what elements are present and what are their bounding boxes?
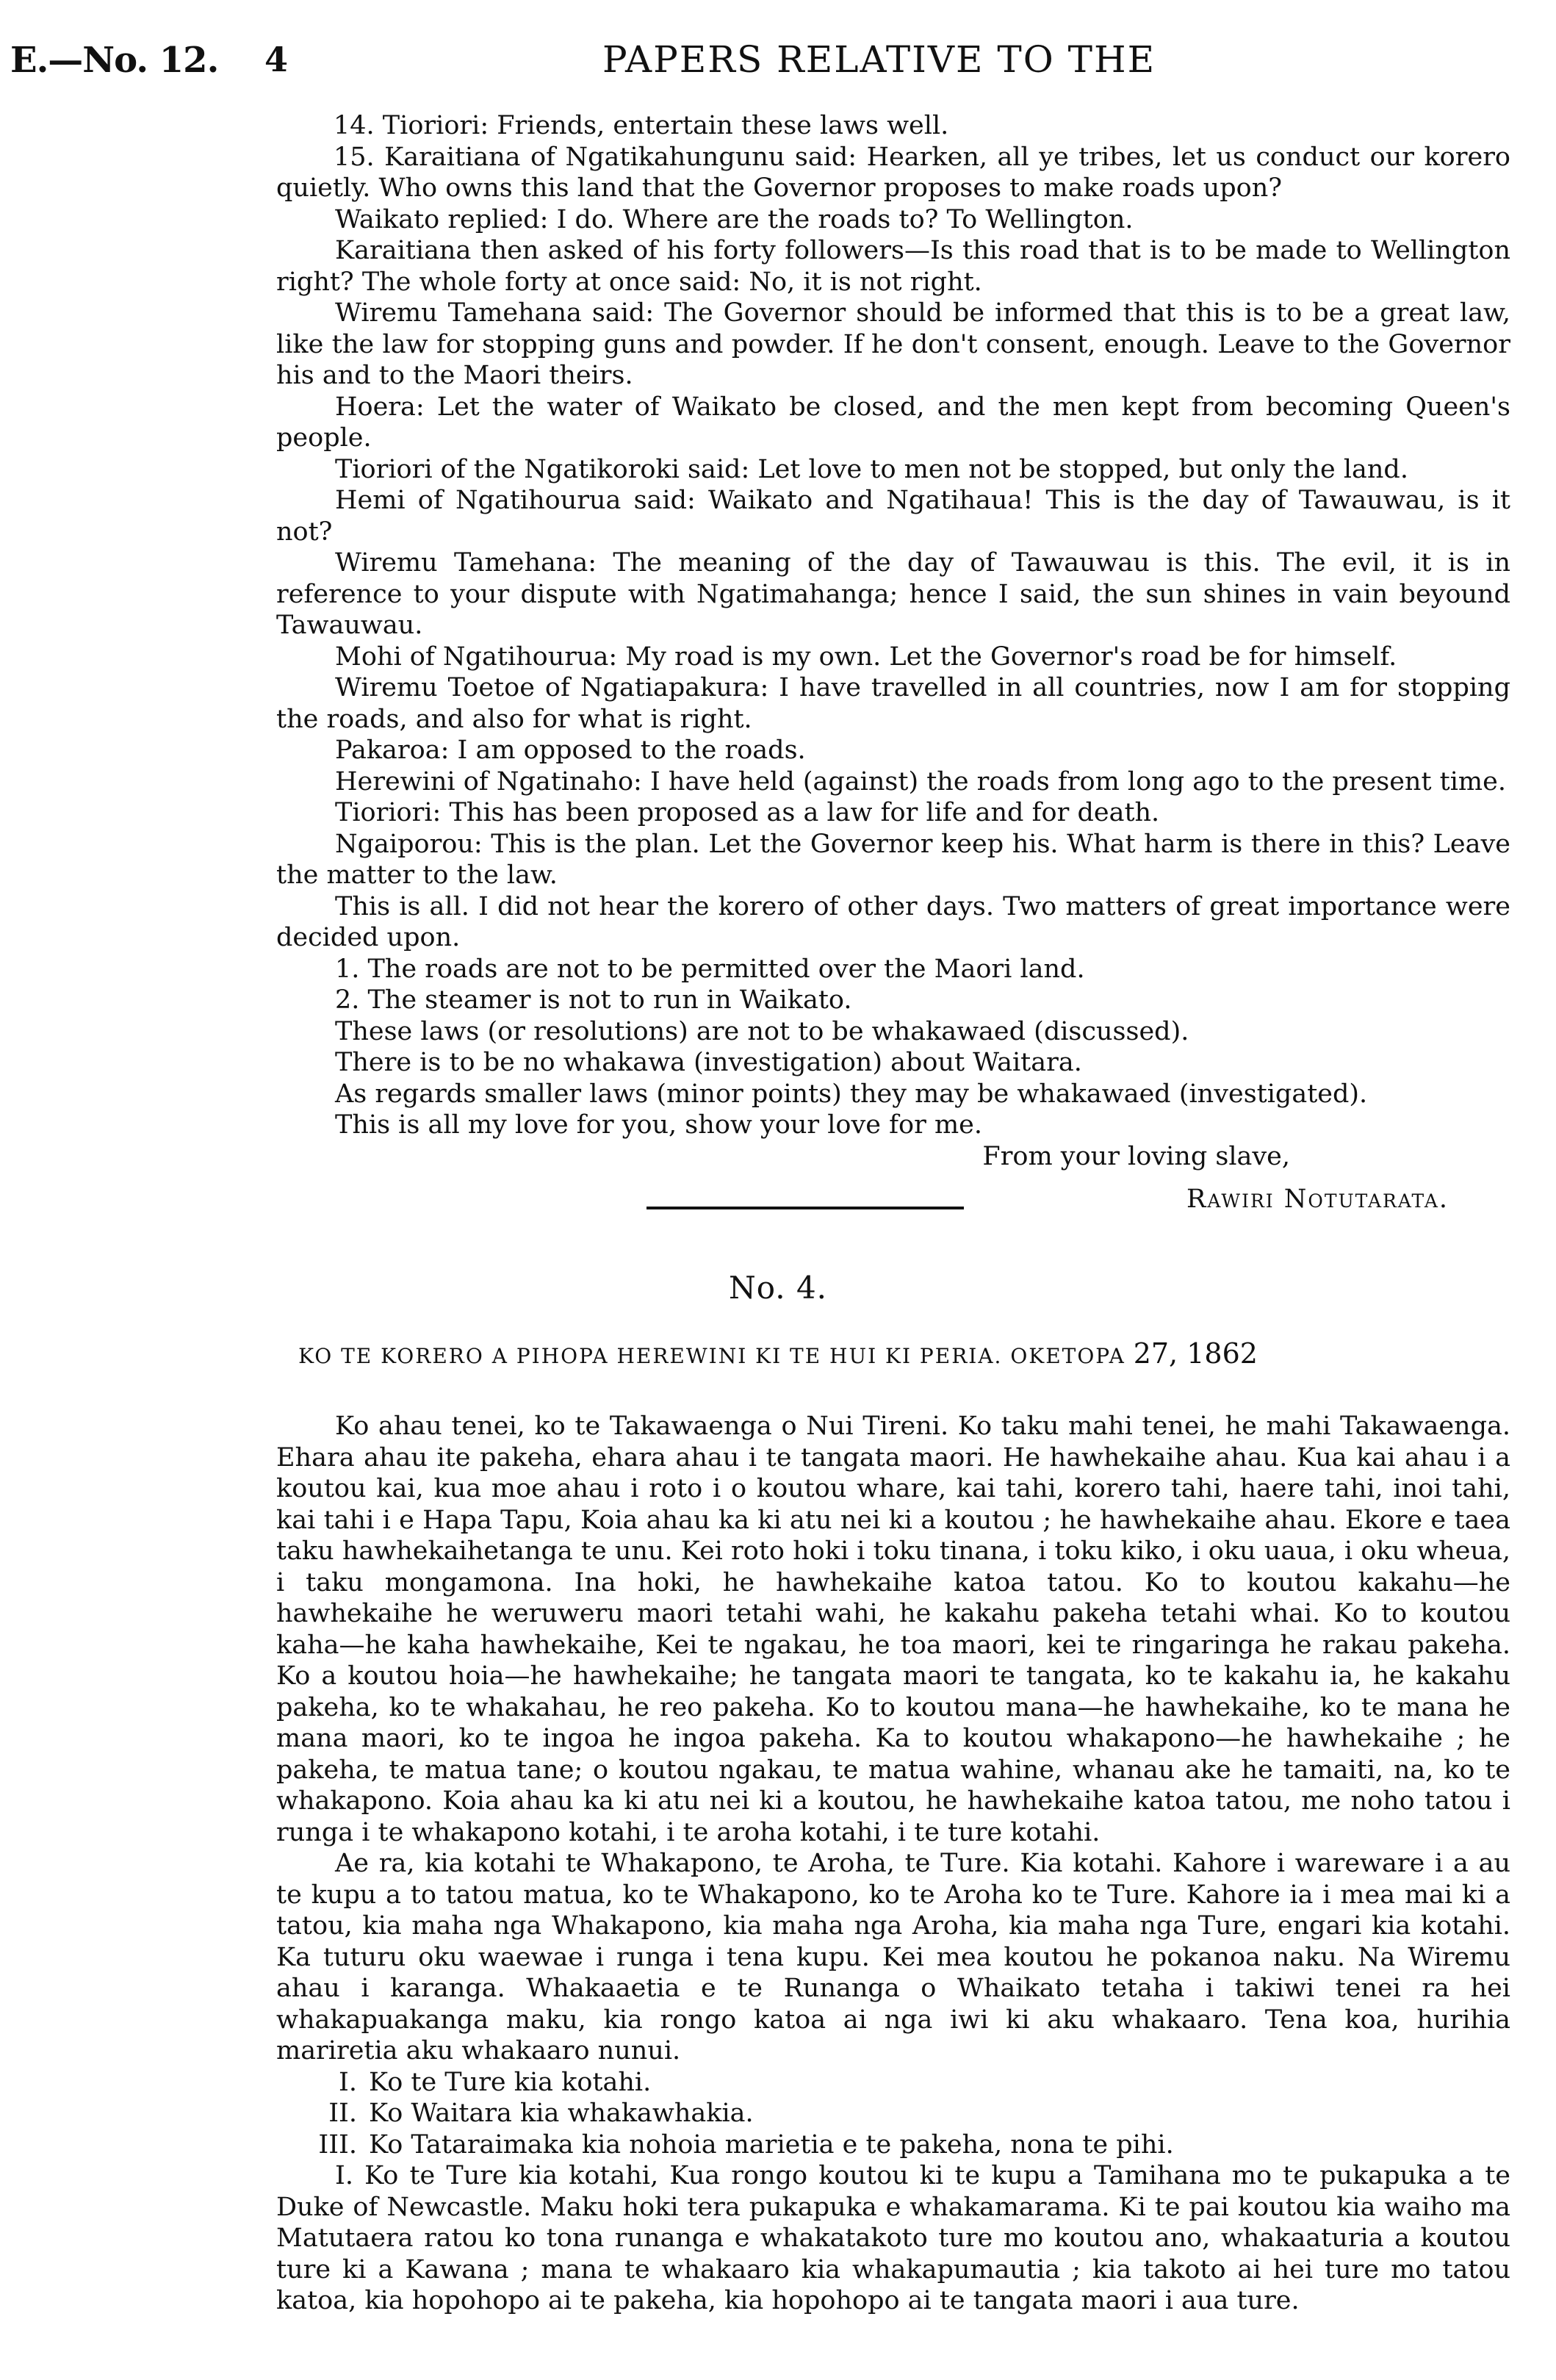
list-item: This is all my love for you, show your love for me. (335, 1110, 982, 1140)
page-header (0, 35, 1556, 87)
list-item: 2. The steamer is not to run in Waikato. (335, 985, 852, 1015)
roman-list-item (276, 2129, 1510, 2161)
roman-numeral: III. (318, 2129, 357, 2160)
paragraph: Ko ahau tenei, ko te Takawaenga o Nui Tireni. Ko taku mahi tenei, he mahi Takawaenga. Ehara ahau ite pakeha, ehara ahau i te tangata maori. He hawhekaihe ahau. Kua kai ahau i a koutou kai, kua moe ahau i roto i o koutou whare, kai tahi, korero tahi, haere tahi, inoi tahi, kai tahi i e Hapa Tapu, Koia ahau ka ki atu nei ki a koutou ; he hawhekaihe ahau. Ekore e taea taku hawhekaihetanga te unu. Kei roto hoki i toku tinana, i toku kiko, i oku uaua, i oku wheua, i taku mongamona. Ina hoki, he hawhekaihe katoa tatou. Ko to koutou kakahu—he hawhekaihe he weruweru maori tetahi wahi, he kakahu pakeha tetahi whai. Ko to koutou kaha—he kaha hawhekaihe, Kei te ngakau, he toa maori, kei te ringaringa he rakau pakeha. Ko a koutou hoia—he hawhekaihe; he tangata maori te tangata, ko te kakahu ia, he kakahu pakeha, ko te whakahau, he reo pakeha. Ko to koutou mana—he hawhekaihe, ko te mana he mana maori, ko te ingoa he ingoa pakeha. Ka to koutou whakapono—he hawhekaihe ; he pakeha, te matua tane; o koutou ngakau, te matua wahine, whanau ake he tamaiti, na, ko te whakapono. Koia ahau ka ki atu nei ki a koutou, he hawhekaihe katoa tatou, me noho tatou i runga i te whakapono kotahi, i te aroha kotahi, i te ture kotahi. (276, 1412, 1510, 1847)
paragraph: Ngaiporou: This is the plan. Let the Governor keep his. What harm is there in this? Leave the matter to the law. (276, 829, 1510, 890)
list-item: As regards smaller laws (minor points) they may be whakawaed (investigated). (335, 1079, 1368, 1109)
paragraph: Hemi of Ngatihourua said: Waikato and Ngatihaua! This is the day of Tawauwau, is it not? (276, 486, 1510, 547)
paper-reference: E.—No. 12. (10, 40, 219, 81)
signature-name: Rawiri Notutarata. (1186, 1184, 1449, 1214)
paragraph: I. Ko te Ture kia kotahi, Kua rongo koutou ki te kupu a Tamihana mo te pukapuka a te Duke of Newcastle. Maku hoki tera pukapuka e whakamarama. Ki te pai koutou kia waiho ma Matutaera ratou ko tona runanga e whakatakoto ture mo koutou ano, whakaaturia a koutou ture ki a Kawana ; mana te whakaaro kia whakapumautia ; kia takoto ai hei ture mo tatou katoa, kia hopohopo ai te pakeha, kia hopohopo ai te tangata maori i aua ture. (276, 2161, 1510, 2315)
paragraph: Wiremu Toetoe of Ngatiapakura: I have travelled in all countries, now I am for stopping the roads, and also for what is right. (276, 673, 1510, 734)
roman-list-item (276, 2067, 1510, 2099)
paragraph: Pakaroa: I am opposed to the roads. (335, 736, 806, 765)
paragraph: Tioriori: This has been proposed as a law for life and for death. (335, 798, 1160, 827)
document-number: No. 4. (728, 1270, 828, 1306)
document-subtitle (0, 1337, 1556, 1370)
roman-item-text: Ko Waitara kia whakawhakia. (369, 2099, 754, 2128)
paragraph: This is all. I did not hear the korero of other days. Two matters of great importance were decided upon. (276, 891, 1510, 952)
section-divider (646, 1207, 964, 1209)
paragraph: Mohi of Ngatihourua: My road is my own. Let the Governor's road be for himself. (335, 641, 1397, 672)
signature-closing: From your loving slave, (982, 1141, 1290, 1171)
roman-item-text: Ko Tataraimaka kia nohoia marietia e te pakeha, nona te pihi. (369, 2129, 1174, 2160)
paragraph: Wiremu Tamehana said: The Governor should be informed that this is to be a great law, like the law for stopping guns and powder. If he don't consent, enough. Leave to the Governor his and to the Maori theirs. (276, 298, 1510, 390)
section-1 (276, 110, 1510, 1215)
list-item: These laws (or resolutions) are not to be whakawaed (discussed). (335, 1016, 1189, 1046)
paragraph: 15. Karaitiana of Ngatikahungunu said: Hearken, all ye tribes, let us conduct our korero quietly. Who owns this land that the Governor proposes to make roads upon? (276, 142, 1510, 203)
list-item: 1. The roads are not to be permitted over the Maori land. (335, 954, 1085, 984)
running-title: PAPERS RELATIVE TO THE (602, 38, 1156, 81)
list-item: There is to be no whakawa (investigation) about Waitara. (335, 1048, 1082, 1077)
paragraph: Hoera: Let the water of Waikato be closed, and the men kept from becoming Queen's people. (276, 392, 1510, 453)
roman-numeral: I. (339, 2067, 357, 2097)
paragraph: Waikato replied: I do. Where are the roads to? To Wellington. (335, 204, 1134, 234)
roman-item-text: Ko te Ture kia kotahi. (369, 2067, 652, 2097)
page-number: 4 (264, 40, 289, 79)
paragraph: 14. Tioriori: Friends, entertain these laws well. (334, 111, 949, 140)
section-2 (276, 1411, 1510, 2317)
paragraph: Karaitiana then asked of his forty followers—Is this road that is to be made to Wellington right? The whole forty at once said: No, it is not right. (276, 236, 1510, 297)
paragraph: Wiremu Tamehana: The meaning of the day of Tawauwau is this. The evil, it is in reference to your dispute with Ngatimahanga; hence I said, the sun shines in vain beyound Tawauwau. (276, 548, 1510, 640)
subtitle-date: 27, 1862 (1133, 1337, 1258, 1370)
paragraph: Tioriori of the Ngatikoroki said: Let love to men not be stopped, but only the land. (335, 454, 1408, 484)
paragraph: Herewini of Ngatinaho: I have held (against) the roads from long ago to the present time. (335, 766, 1506, 797)
roman-numeral: II. (328, 2099, 357, 2128)
paragraph: Ae ra, kia kotahi te Whakapono, te Aroha, te Ture. Kia kotahi. Kahore i wareware i a au te kupu a to tatou matua, ko te Whakapono, ko te Aroha ko te Ture. Kahore ia i mea mai ki a tatou, kia maha nga Whakapono, kia maha nga Aroha, kia maha nga Ture, engari kia kotahi. Ka tuturu oku waewae i runga i tena kupu. Kei mea koutou he pokanoa naku. Na Wiremu ahau i karanga. Whakaaetia e te Runanga o Whaikato tetaha i takiwi tenei ra hei whakapuakanga maku, kia rongo katoa ai nga iwi ki aku whakaaro. Tena koa, hurihia mariretia aku whakaaro nunui. (276, 1849, 1510, 2066)
subtitle-text: KO TE KORERO A PIHOPA HEREWINI KI TE HUI KI PERIA. OKETOPA (298, 1344, 1125, 1368)
roman-list-item (276, 2098, 1510, 2129)
